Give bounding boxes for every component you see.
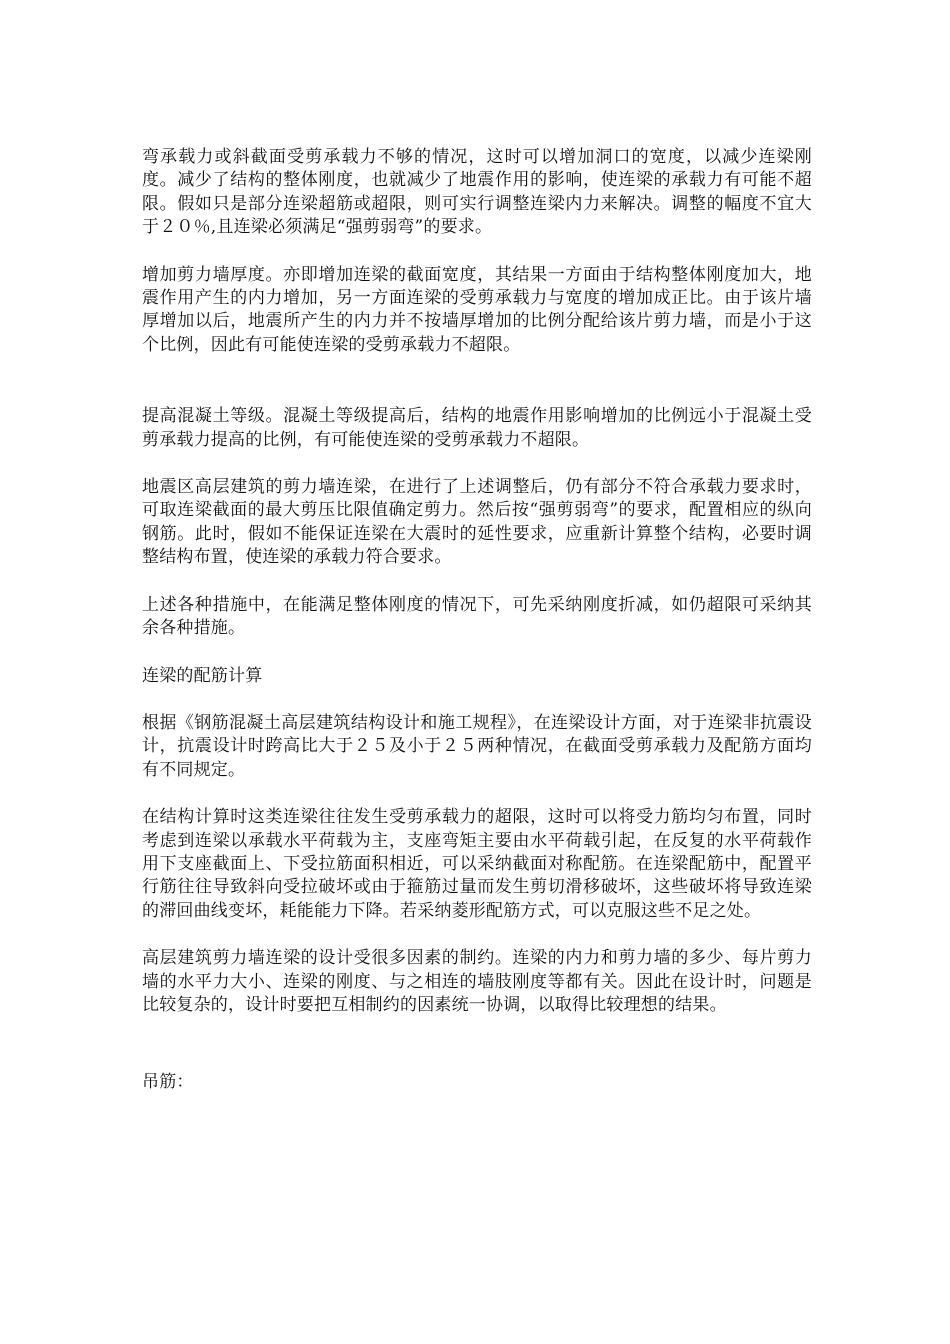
section-heading-reinforcement-calculation: 连梁的配筋计算: [142, 665, 263, 686]
paragraph-reinforcement-layout: 在结构计算时这类连梁往往发生受剪承载力的超限，这时可以将受力筋均匀布置，同时考虑到连梁以承载水平荷载为主，支座弯矩主要由水平荷载引起，在反复的水平荷载作用下支座截面上、下受拉筋面积相近，可以采纳截面对称配筋。在连梁配筋中，配置平行筋往往导致斜向受拉破坏或由于箍筋过量而发生剪切滑移破坏，这些破坏将导致连梁的滞回曲线变坏，耗能能力下降。若采纳菱形配筋方式，可以克服这些不足之处。: [142, 807, 812, 921]
document-body: [142, 146, 812, 1095]
paragraph-seismic-zone: 地震区高层建筑的剪力墙连梁，在进行了上述调整后，仍有部分不符合承载力要求时，可取连梁截面的最大剪压比限值确定剪力。然后按“强剪弱弯”的要求，配置相应的纵向钢筋。此时，假如不能保证连梁在大震时的延性要求，应重新计算整个结构，必要时调整结构布置，使连梁的承载力符合要求。: [142, 477, 812, 568]
paragraph-concrete-grade: 提高混凝土等级。混凝土等级提高后，结构的地震作用影响增加的比例远小于混凝土受剪承载力提高的比例，有可能使连梁的受剪承载力不超限。: [142, 406, 812, 450]
paragraph-opening-adjustment: 弯承载力或斜截面受剪承载力不够的情况，这时可以增加洞口的宽度，以减少连梁刚度。减少了结构的整体刚度，也就减少了地震作用的影响，使连梁的承载力有可能不超限。假如只是部分连梁超筋或超限，则可实行调整连梁内力来解决。调整的幅度不宜大于２０％,且连梁必须满足“强剪弱弯”的要求。: [142, 147, 812, 238]
section-heading-hanger-bars: 吊筋：: [142, 1072, 194, 1093]
paragraph-measures-summary: 上述各种措施中，在能满足整体刚度的情况下，可先采纳刚度折减，如仍超限可采纳其余各种措施。: [142, 594, 812, 639]
paragraph-design-code: 根据《钢筋混凝土高层建筑结构设计和施工规程》，在连梁设计方面，对于连梁非抗震设计，抗震设计时跨高比大于２５及小于２５两种情况，在截面受剪承载力及配筋方面均有不同规定。: [142, 712, 812, 780]
paragraph-design-factors: 高层建筑剪力墙连梁的设计受很多因素的制约。连梁的内力和剪力墙的多少、每片剪力墙的水平力大小、连梁的刚度、与之相连的墙肢刚度等都有关。因此在设计时，问题是比较复杂的，设计时要把互相制约的因素统一协调，以取得比较理想的结果。: [142, 948, 812, 1015]
paragraph-wall-thickness: 增加剪力墙厚度。亦即增加连梁的截面宽度，其结果一方面由于结构整体刚度加大，地震作用产生的内力增加，另一方面连梁的受剪承载力与宽度的增加成正比。由于该片墙厚增加以后，地震所产生的内力并不按墙厚增加的比例分配给该片剪力墙，而是小于这个比例，因此有可能使连梁的受剪承载力不超限。: [142, 264, 812, 355]
